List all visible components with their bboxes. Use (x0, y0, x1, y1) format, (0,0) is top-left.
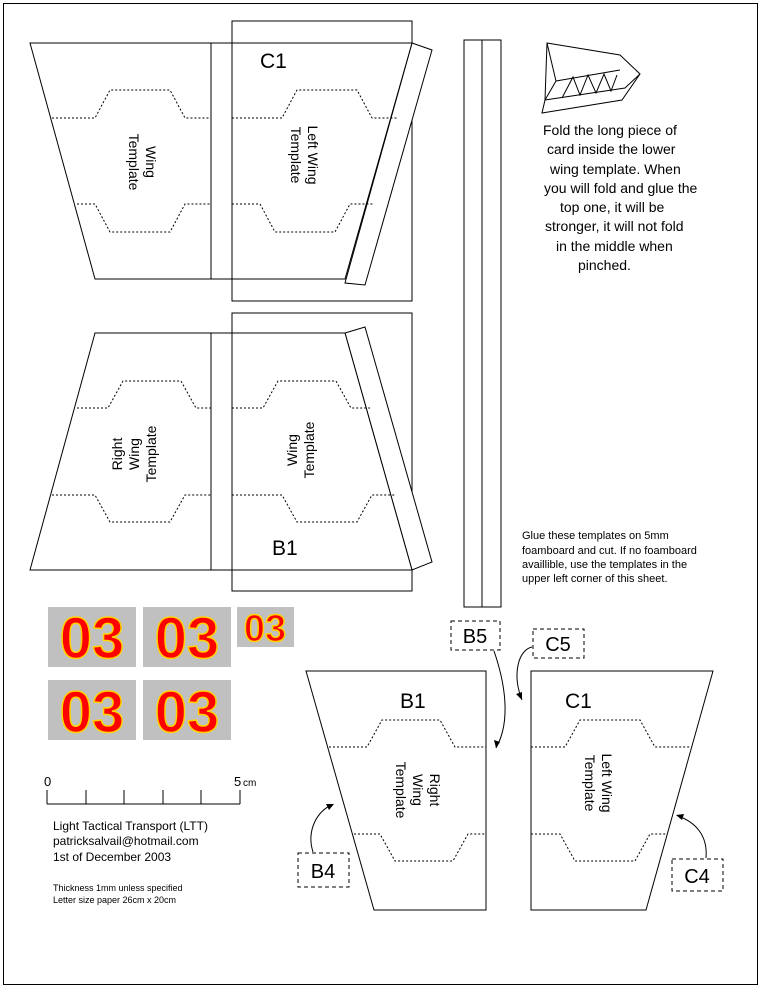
glue-instruction-line-1: Glue these templates on 5mm (522, 530, 669, 542)
right-wing-template-line-2: Wing (126, 438, 142, 470)
decal-03-1 (48, 606, 136, 671)
pointer-b4 (311, 805, 332, 852)
decal-03-4 (143, 680, 231, 745)
number-decals (48, 606, 294, 745)
wing-template-line-2: Template (126, 133, 142, 191)
left-wing-template-line-1: Left Wing (305, 125, 321, 185)
right-wing-template-line-1: Right (109, 437, 125, 471)
fold-instruction-line-2: card inside the lower (547, 141, 676, 157)
scale-unit-label: cm (243, 778, 257, 789)
fold-instruction-line-8: pinched. (578, 257, 631, 273)
fold-instruction-line-6: stronger, it will not fold (545, 218, 684, 234)
pointer-b5 (494, 651, 505, 748)
label-c1-top: C1 (260, 50, 287, 73)
badge-c5-label: C5 (545, 634, 571, 656)
decal-number: 03 (243, 608, 287, 650)
label-b1-bottom: B1 (400, 690, 426, 713)
note-thickness: Thickness 1mm unless specified (53, 883, 183, 893)
decal-number: 03 (59, 680, 125, 745)
decal-number: 03 (59, 606, 125, 671)
scale-start-label: 0 (44, 774, 52, 789)
label-b1-middle: B1 (272, 537, 298, 560)
decal-03-3 (48, 680, 136, 745)
glue-instruction-line-2: foamboard and cut. If no foamboard (522, 545, 697, 557)
upper-wing-outline (30, 43, 412, 279)
fold-illustration-body (542, 43, 640, 113)
c1-left-wing-line-2: Template (582, 754, 598, 812)
pointer-c5-head (516, 692, 522, 700)
b1-right-wing-line-2: Wing (410, 774, 426, 806)
c1-left-wing-line-1: Left Wing (599, 753, 615, 813)
wing-template-line-1: Wing (143, 146, 159, 178)
decal-number: 03 (154, 606, 220, 671)
pointer-c4 (678, 816, 706, 858)
b1-right-wing-line-1: Right (427, 773, 443, 807)
badge-b5-label: B5 (462, 626, 488, 648)
right-wing-template-line-3: Template (143, 425, 159, 483)
fold-instruction-line-4: you will fold and glue the (544, 180, 698, 196)
fold-instruction-line-7: in the middle when (556, 238, 673, 254)
scale-bar (44, 774, 256, 804)
decal-number: 03 (154, 680, 220, 745)
badge-c4-label: C4 (684, 866, 710, 888)
credit-date: 1st of December 2003 (53, 850, 172, 864)
note-paper: Letter size paper 26cm x 20cm (53, 895, 177, 905)
wing-template-lower-line-1: Wing (284, 434, 300, 466)
fold-instruction-line-1: Fold the long piece of (543, 122, 677, 138)
label-c1-bottom: C1 (565, 690, 592, 713)
long-card-strip (464, 40, 501, 607)
b1-right-wing-line-3: Template (393, 761, 409, 819)
lower-wing-outline (30, 333, 412, 570)
fold-instruction-line-3: wing template. When (550, 161, 681, 177)
badge-c4 (672, 814, 723, 891)
glue-instructions (522, 530, 697, 585)
badge-b4-label: B4 (310, 861, 336, 883)
glue-instruction-line-4: upper left corner of this sheet. (522, 573, 668, 585)
glue-instruction-line-3: availlible, use the templates in the (522, 559, 688, 571)
credits (53, 819, 208, 905)
credit-title: Light Tactical Transport (LTT) (53, 819, 208, 833)
fold-illustration (542, 43, 640, 113)
scale-end-label: 5 (234, 774, 242, 789)
pointer-c4-head (676, 814, 684, 820)
fold-instructions (543, 122, 698, 273)
wing-template-lower-line-2: Template (301, 421, 317, 479)
decal-03-small (237, 607, 294, 650)
upper-wing-piece (30, 21, 432, 301)
fold-instruction-line-5: top one, it will be (560, 199, 665, 215)
decal-03-2 (143, 606, 231, 671)
badge-b4 (298, 804, 349, 887)
credit-email: patricksalvail@hotmail.com (53, 834, 199, 848)
left-wing-template-line-2: Template (288, 126, 304, 184)
pointer-c5 (517, 647, 532, 700)
lower-wing-piece (30, 313, 432, 591)
